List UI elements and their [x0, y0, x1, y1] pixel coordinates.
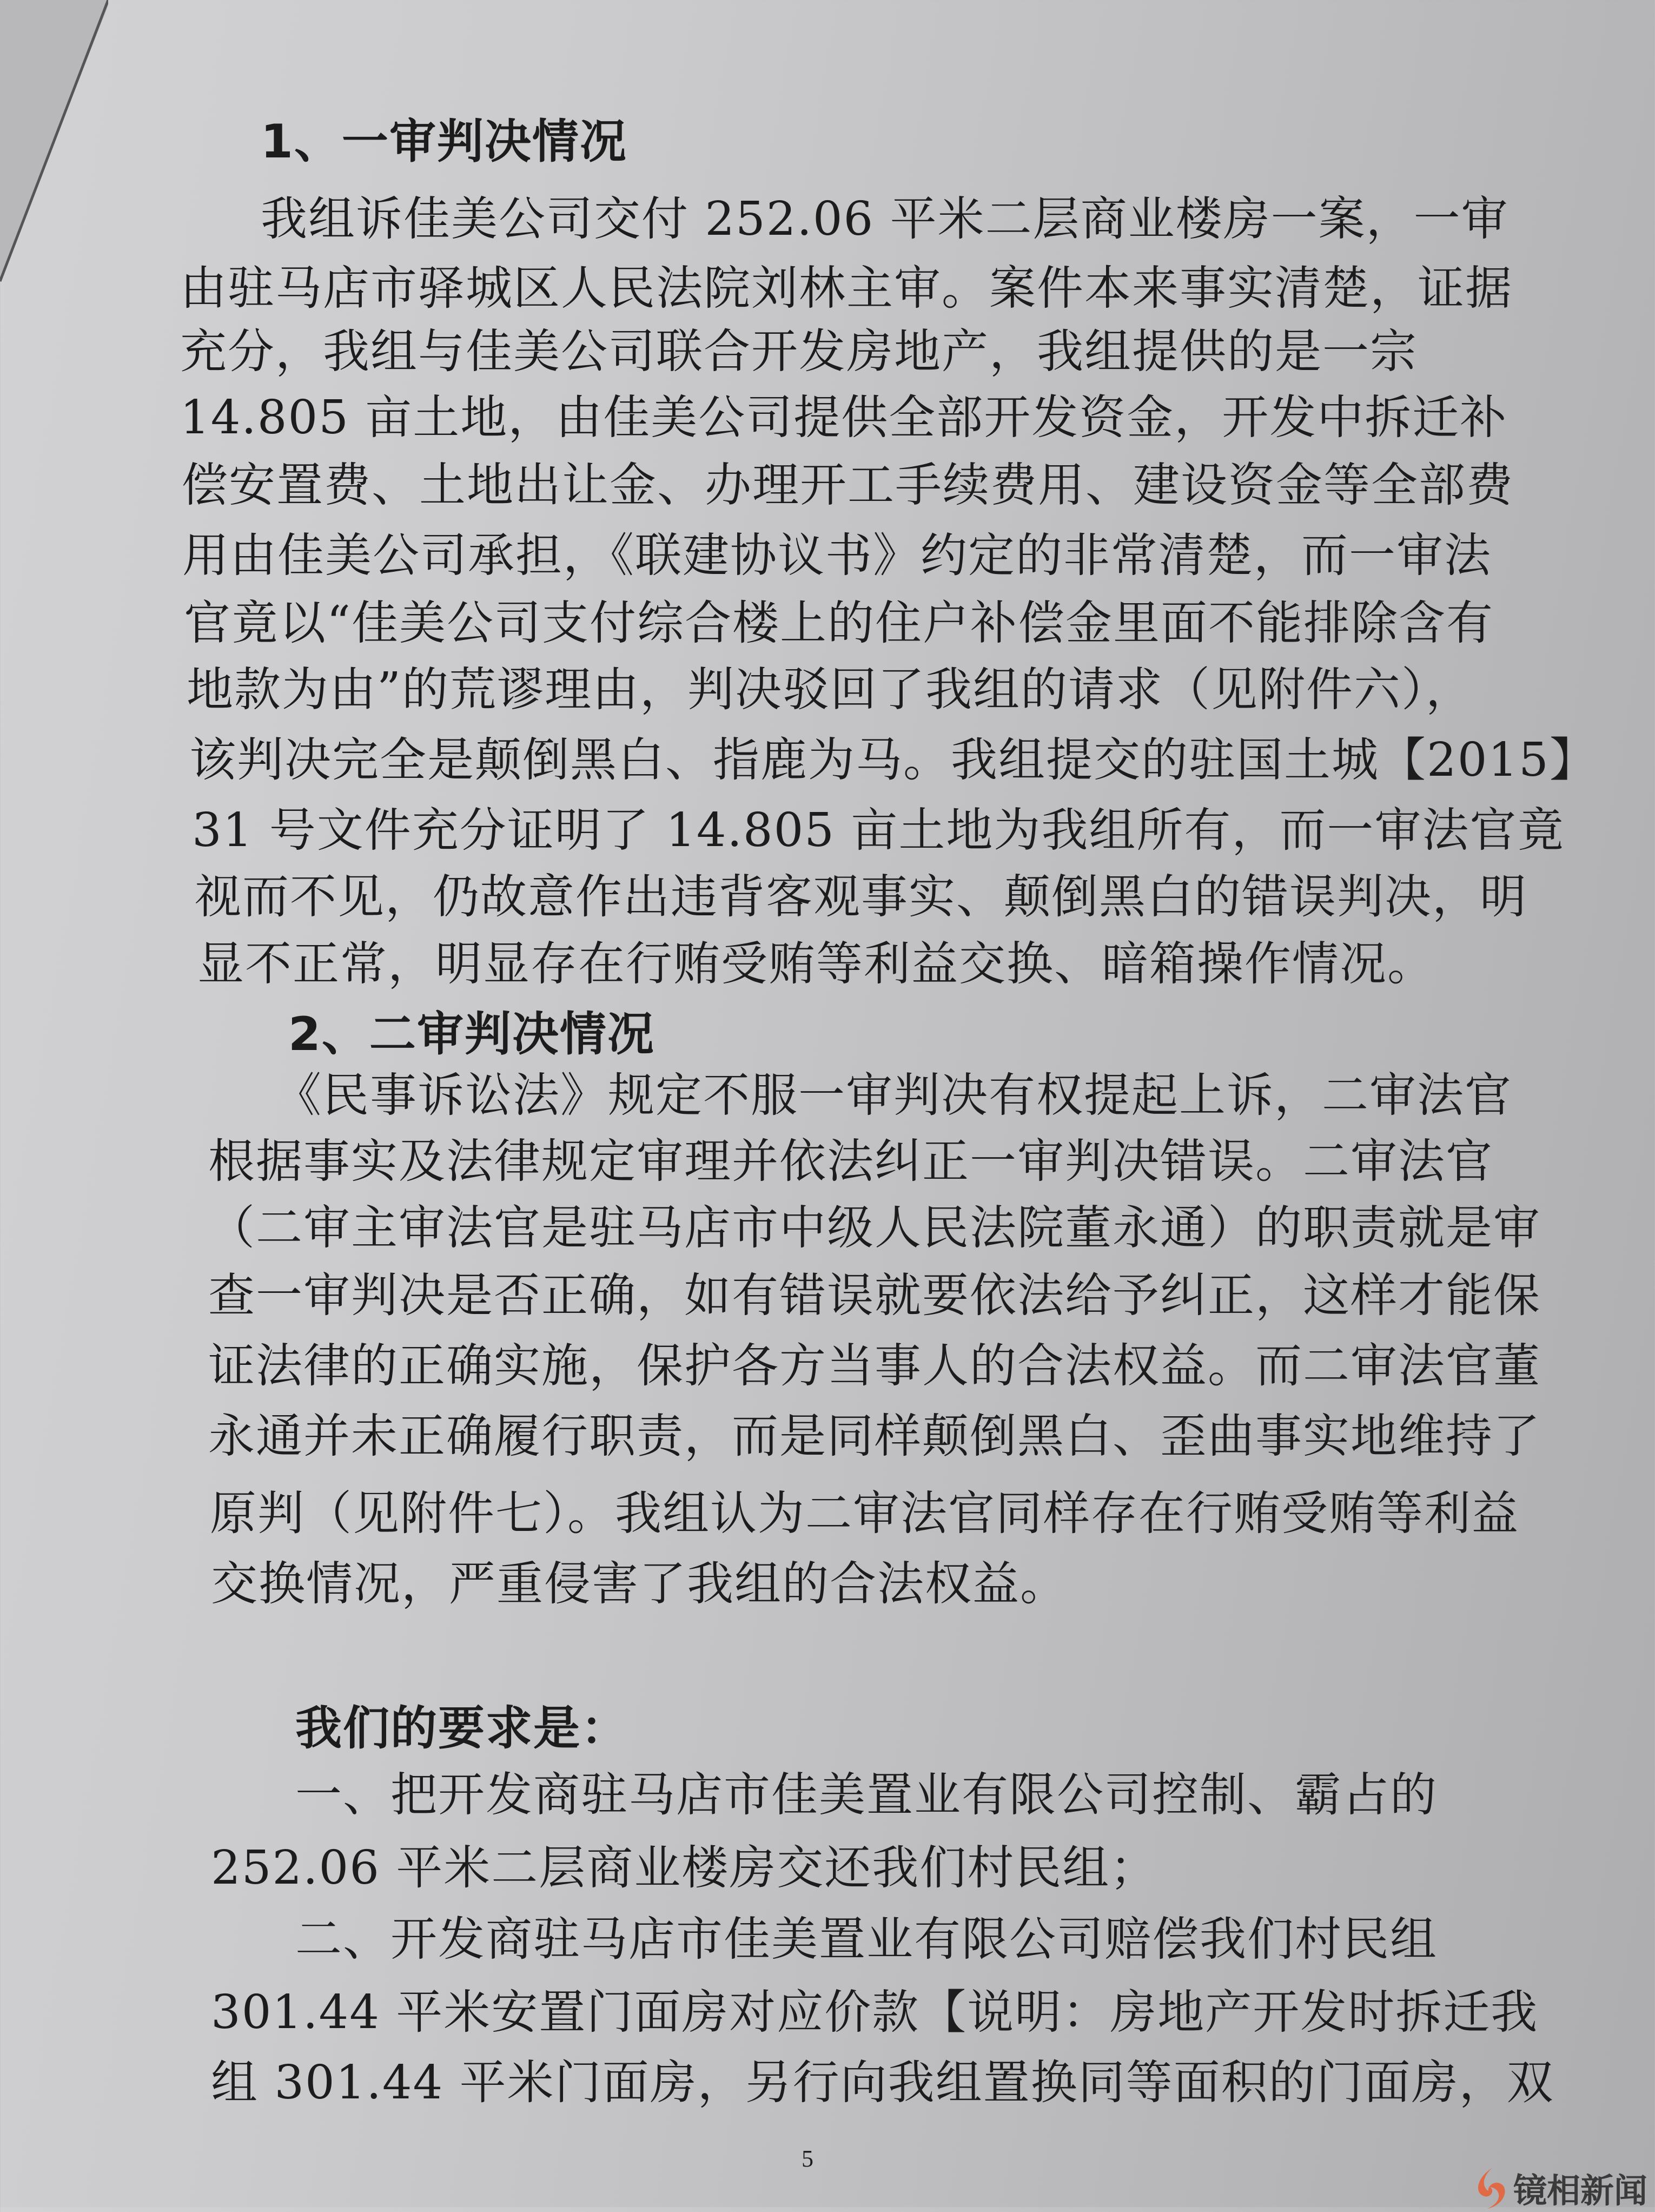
paragraph-line: 一、把开发商驻马店市佳美置业有限公司控制、霸占的 — [295, 1768, 1438, 1822]
paragraph-line: 组 301.44 平米门面房，另行向我组置换同等面积的门面房，双 — [211, 2056, 1554, 2110]
paragraph-line: 交换情况，严重侵害了我组的合法权益。 — [211, 1557, 1068, 1611]
paragraph-line: 地款为由”的荒谬理由，判决驳回了我组的请求（见附件六）， — [187, 663, 1473, 717]
paragraph-line: 31 号文件充分证明了 14.805 亩土地为我组所有，而一审法官竟 — [192, 803, 1565, 857]
paragraph-line: 偿安置费、土地出让金、办理开工手续费用、建设资金等全部费 — [181, 458, 1514, 512]
swirl-logo-icon — [1471, 2167, 1509, 2210]
section2-heading: 2、二审判决情况 — [288, 1007, 655, 1061]
paragraph-line: 该判决完全是颠倒黑白、指鹿为马。我组提交的驻国土城【2015】 — [189, 733, 1597, 787]
paragraph-line: 252.06 平米二层商业楼房交还我们村民组； — [211, 1841, 1158, 1895]
paragraph-line: 证法律的正确实施，保护各方当事人的合法权益。而二审法官董 — [208, 1339, 1541, 1393]
paragraph-line: 显不正常，明显存在行贿受贿等利益交换、暗箱操作情况。 — [197, 937, 1435, 991]
paragraph-line: 我组诉佳美公司交付 252.06 平米二层商业楼房一案，一审 — [261, 192, 1509, 246]
section1-heading: 1、一审判决情况 — [261, 115, 627, 169]
paragraph-line: 原判（见附件七）。我组认为二审法官同样存在行贿受贿等利益 — [210, 1487, 1519, 1541]
paragraph-line: 永通并未正确履行职责，而是同样颠倒黑白、歪曲事实地维持了 — [208, 1409, 1541, 1463]
page-number: 5 — [802, 2145, 813, 2172]
paragraph-line: 视而不见，仍故意作出违背客观事实、颠倒黑白的错误判决，明 — [195, 870, 1527, 924]
paragraph-line: （二审主审法官是驻马店市中级人民法院董永通）的职责就是审 — [208, 1201, 1541, 1255]
watermark-text: 镜相新闻 — [1513, 2171, 1648, 2210]
paragraph-line: 充分，我组与佳美公司联合开发房地产，我组提供的是一宗 — [180, 325, 1418, 379]
adjacent-page-edge — [0, 0, 108, 303]
paragraph-line: 查一审判决是否正确，如有错误就要依法给予纠正，这样才能保 — [208, 1269, 1541, 1323]
paragraph-line: 《民事诉讼法》规定不服一审判决有权提起上诉，二审法官 — [275, 1068, 1512, 1122]
watermark-logo — [1471, 2164, 1647, 2212]
paragraph-line: 官竟以“佳美公司支付综合楼上的住户补偿金里面不能排除含有 — [184, 596, 1494, 650]
paragraph-line: 根据事实及法律规定审理并依法纠正一审判决错误。二审法官 — [208, 1134, 1493, 1188]
paragraph-line: 14.805 亩土地，由佳美公司提供全部开发资金，开发中拆迁补 — [180, 391, 1508, 445]
paragraph-line: 用由佳美公司承担，《联建协议书》约定的非常清楚，而一审法 — [182, 529, 1492, 583]
paragraph-line: 301.44 平米安置门面房对应价款【说明：房地产开发时拆迁我 — [211, 1985, 1539, 2039]
paragraph-line: 由驻马店市驿城区人民法院刘林主审。案件本来事实清楚，证据 — [180, 261, 1513, 315]
paragraph-line: 二、开发商驻马店市佳美置业有限公司赔偿我们村民组 — [295, 1912, 1438, 1966]
demands-heading: 我们的要求是： — [295, 1701, 628, 1755]
